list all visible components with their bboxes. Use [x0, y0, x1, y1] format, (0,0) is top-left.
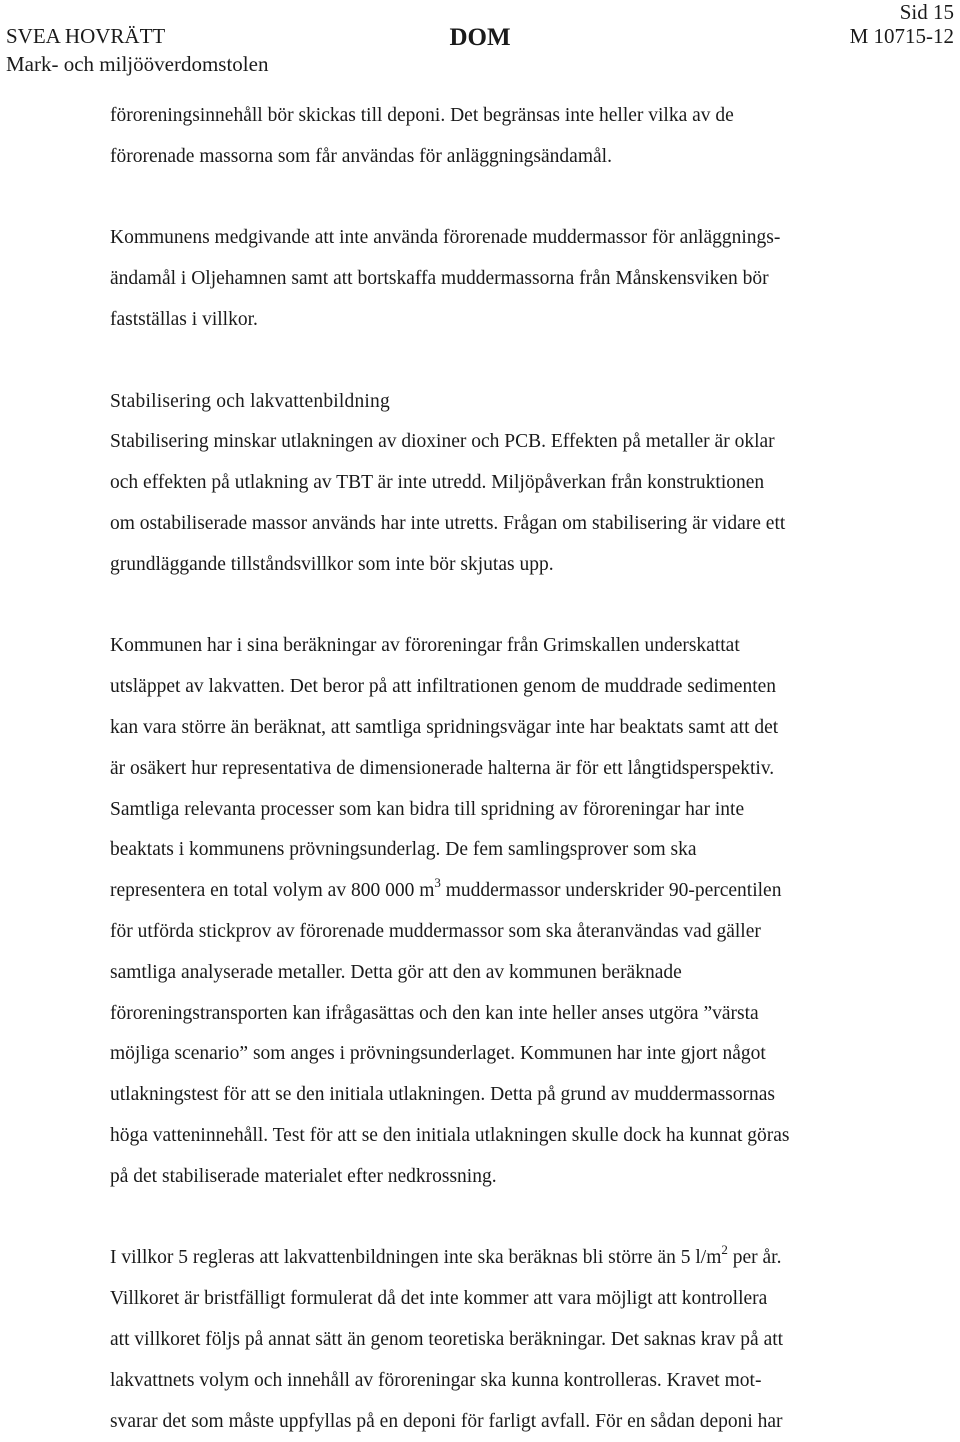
- text-line: Villkoret är bristfälligt formulerat då det inte kommer att vara möjligt att kontrollera: [110, 1279, 910, 1320]
- text-line: grundläggande tillståndsvillkor som inte bör skjutas upp.: [110, 545, 910, 586]
- section-heading: Stabilisering och lakvattenbildning: [110, 382, 910, 423]
- case-number: M 10715-12: [850, 24, 954, 48]
- court-division: Mark- och miljööverdomstolen: [6, 52, 268, 76]
- paragraph-3: [110, 422, 910, 585]
- text-line: beaktats i kommunens prövningsunderlag. De fem samlingsprover som ska: [110, 830, 910, 871]
- text-line: fastställas i villkor.: [110, 300, 910, 341]
- document-type: DOM: [0, 24, 960, 52]
- text-line: föroreningsinnehåll bör skickas till deponi. Det begränsas inte heller vilka av de: [110, 96, 910, 137]
- page-number: Sid 15: [900, 0, 954, 24]
- text-segment: per år.: [728, 1247, 782, 1268]
- document-body: [110, 96, 910, 1442]
- text-line: att villkoret följs på annat sätt än genom teoretiska beräkningar. Det saknas krav på att: [110, 1320, 910, 1361]
- paragraph-1: [110, 96, 910, 178]
- page-header: [0, 0, 960, 80]
- text-line: Samtliga relevanta processer som kan bidra till spridning av föroreningar har inte: [110, 790, 910, 831]
- text-line: utsläppet av lakvatten. Det beror på att infiltrationen genom de muddrade sedimenten: [110, 667, 910, 708]
- text-segment: representera en total volym av 800 000 m: [110, 880, 434, 901]
- text-line: förorenade massorna som får användas för anläggningsändamål.: [110, 137, 910, 178]
- text-line: svarar det som måste uppfyllas på en deponi för farligt avfall. För en sådan deponi har: [110, 1402, 910, 1442]
- text-line: Kommunens medgivande att inte använda förorenade muddermassor för anläggnings-: [110, 218, 910, 259]
- text-line: och effekten på utlakning av TBT är inte utredd. Miljöpåverkan från konstruktionen: [110, 463, 910, 504]
- text-line: är osäkert hur representativa de dimensionerade halterna är för ett långtidsperspektiv.: [110, 749, 910, 790]
- text-line: [110, 871, 910, 912]
- text-segment: muddermassor underskrider 90-percentilen: [441, 880, 782, 901]
- text-line: på det stabiliserade materialet efter nedkrossning.: [110, 1157, 910, 1198]
- superscript: 2: [721, 1242, 728, 1257]
- court-name: SVEA HOVRÄTT: [6, 24, 165, 48]
- text-line: utlakningstest för att se den initiala utlakningen. Detta på grund av muddermassornas: [110, 1075, 910, 1116]
- text-line: om ostabiliserade massor används har inte utretts. Frågan om stabilisering är vidare ett: [110, 504, 910, 545]
- text-segment: I villkor 5 regleras att lakvattenbildningen inte ska beräknas bli större än 5 l/m: [110, 1247, 721, 1268]
- text-line: höga vatteninnehåll. Test för att se den initiala utlakningen skulle dock ha kunnat göras: [110, 1116, 910, 1157]
- paragraph-4: [110, 626, 910, 1197]
- text-line: Kommunen har i sina beräkningar av föroreningar från Grimskallen underskattat: [110, 626, 910, 667]
- text-line: samtliga analyserade metaller. Detta gör att den av kommunen beräknade: [110, 953, 910, 994]
- text-line: lakvattnets volym och innehåll av föroreningar ska kunna kontrolleras. Kravet mot-: [110, 1361, 910, 1402]
- superscript: 3: [434, 875, 441, 890]
- text-line: för utförda stickprov av förorenade muddermassor som ska återanvändas vad gäller: [110, 912, 910, 953]
- text-line: möjliga scenario” som anges i prövningsunderlaget. Kommunen har inte gjort något: [110, 1034, 910, 1075]
- text-line: föroreningstransporten kan ifrågasättas och den kan inte heller anses utgöra ”värsta: [110, 994, 910, 1035]
- text-line: [110, 1238, 910, 1279]
- paragraph-2: [110, 218, 910, 340]
- text-line: Stabilisering minskar utlakningen av dioxiner och PCB. Effekten på metaller är oklar: [110, 422, 910, 463]
- text-line: ändamål i Oljehamnen samt att bortskaffa muddermassorna från Månskensviken bör: [110, 259, 910, 300]
- text-line: kan vara större än beräknat, att samtliga spridningsvägar inte har beaktats samt att det: [110, 708, 910, 749]
- paragraph-5: [110, 1238, 910, 1442]
